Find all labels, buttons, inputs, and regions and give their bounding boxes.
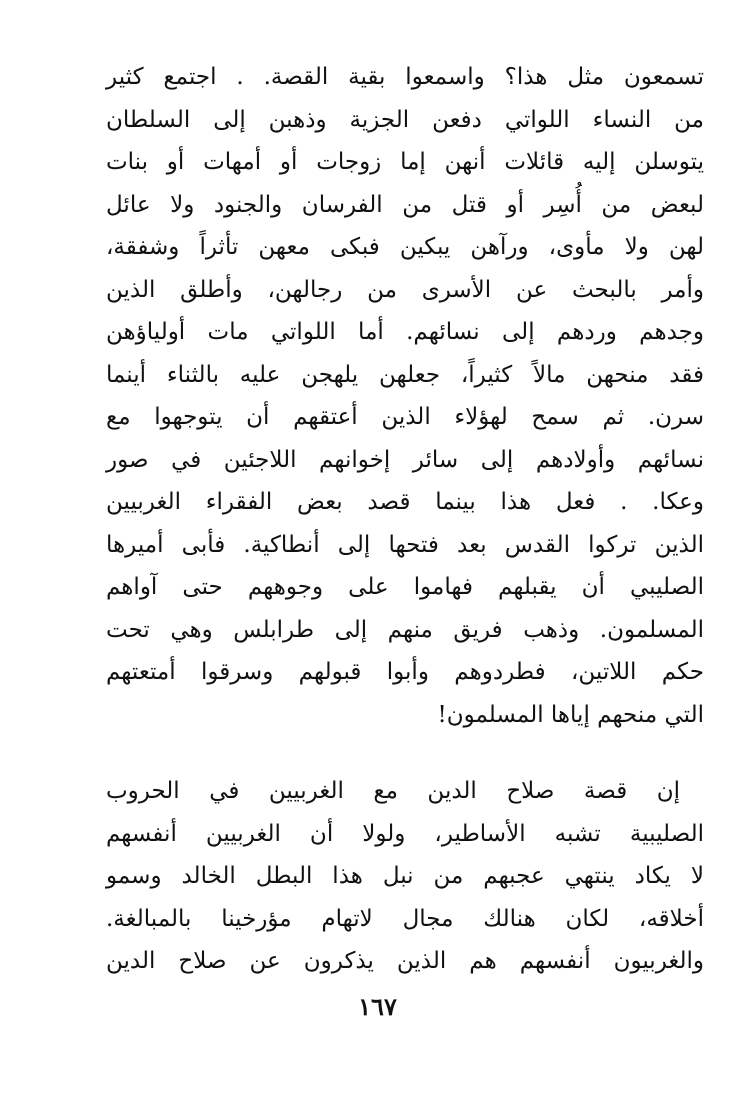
text-line: والغربيون أنفسهم هم الذين يذكرون عن صلاح الدين	[106, 948, 704, 974]
text-line: الصليبي أن يقبلهم فهاموا على وجوههم حتى آواهم	[106, 574, 704, 600]
paragraph-1	[106, 56, 704, 736]
text-line: يتوسلن إليه قائلات أنهن إما زوجات أو أمهات أو بنات	[106, 149, 704, 175]
text-line: إن قصة صلاح الدين مع الغربيين في الحروب	[106, 778, 680, 804]
paragraph-2	[106, 770, 704, 983]
text-line: سرن. ثم سمح لهؤلاء الذين أعتقهم أن يتوجهوا مع	[106, 404, 704, 430]
text-line: لهن ولا مأوى، ورآهن يبكين فبكى معهن تأثراً وشفقة،	[106, 234, 704, 260]
page-number: ١٦٧	[358, 992, 397, 1021]
text-line: لبعض من أُسِر أو قتل من الفرسان والجنود ولا عائل	[106, 191, 704, 218]
text-line: وجدهم وردهم إلى نسائهم. أما اللواتي مات أولياؤهن	[106, 319, 704, 345]
text-line: وعكا. . فعل هذا بينما قصد بعض الفقراء الغربيين	[106, 489, 704, 515]
text-line: حكم اللاتين، فطردوهم وأبوا قبولهم وسرقوا أمتعتهم	[106, 659, 704, 685]
text-line: أخلاقه، لكان هنالك مجال لاتهام مؤرخينا بالمبالغة.	[106, 905, 704, 932]
text-line: فقد منحهن مالاً كثيراً، جعلهن يلهجن عليه بالثناء أينما	[106, 361, 704, 388]
text-line: الذين تركوا القدس بعد فتحها إلى أنطاكية. فأبى أميرها	[106, 531, 704, 558]
text-line: المسلمون. وذهب فريق منهم إلى طرابلس وهي تحت	[106, 616, 704, 643]
text-line: التي منحهم إياها المسلمون!	[437, 701, 704, 728]
text-line: تسمعون مثل هذا؟ واسمعوا بقية القصة. . اجتمع كثير	[106, 64, 704, 90]
text-line: نسائهم وأولادهم إلى سائر إخوانهم اللاجئين في صور	[106, 446, 704, 473]
text-line: وأمر بالبحث عن الأسرى من رجالهن، وأطلق الذين	[106, 276, 704, 303]
text-line: من النساء اللواتي دفعن الجزية وذهبن إلى السلطان	[106, 106, 704, 133]
text-line: لا يكاد ينتهي عجبهم من نبل هذا البطل الخالد وسمو	[106, 863, 704, 889]
text-line: الصليبية تشبه الأساطير، ولولا أن الغربيين أنفسهم	[106, 820, 704, 847]
